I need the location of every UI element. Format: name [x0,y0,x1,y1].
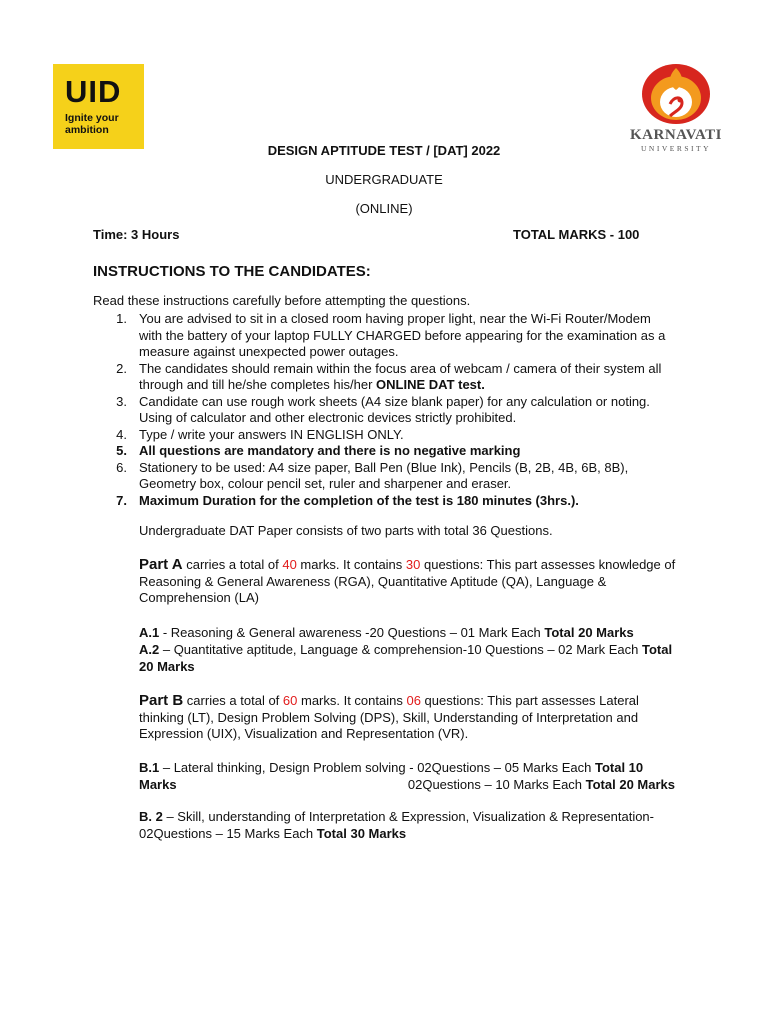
a1-total: Total 20 Marks [544,625,634,640]
uid-logo-tagline-1: Ignite your [65,112,119,124]
item-text: Maximum Duration for the completion of the test is 180 minutes (3hrs.). [139,492,579,508]
list-item [93,443,683,460]
item-number: 7. [116,492,127,508]
list-item [93,427,683,444]
paper-summary: Undergraduate DAT Paper consists of two parts with total 36 Questions. [139,523,553,538]
part-a2-line [139,642,679,675]
a1-text: - Reasoning & General awareness -20 Questions – 01 Mark Each [159,625,545,640]
exam-level: UNDERGRADUATE [325,172,443,187]
b1-text-2: 02Questions – 10 Marks Each [407,777,586,792]
item-number: 1. [116,311,127,326]
part-a-marks: 40 [282,557,297,572]
b2-code: B. 2 [139,809,163,824]
part-a-questions: 30 [405,557,421,572]
karnavati-sub: UNIVERSITY [641,144,711,153]
list-item [93,460,683,493]
item-number: 4. [116,426,127,442]
uid-logo-tagline-2: ambition [65,124,109,136]
item-number: 6. [116,459,127,475]
part-b-marks: 60 [282,693,298,708]
part-b2-line [139,809,679,842]
uid-logo-title: UID [65,74,122,109]
item-text-bold: ONLINE DAT test. [376,377,485,392]
part-b-questions: 06 [406,693,421,708]
item-text: All questions are mandatory and there is no negative marking [139,443,521,458]
karnavati-name: KARNAVATI [630,127,723,143]
a2-code: A.2 [139,642,160,657]
part-b-text-2: marks. It contains [297,693,407,708]
item-text: Candidate can use rough work sheets (A4 size blank paper) for any calculation or noting. Using of calculator and other electronic devices strictly prohibited. [139,393,650,425]
exam-title: DESIGN APTITUDE TEST / [DAT] 2022 [267,143,501,158]
part-a-text-3: questions: This part assesses knowledge of Reasoning & General Awareness (RGA), Quantitative Aptitude (QA), Language & Comprehension (LA) [139,557,676,605]
item-text: The candidates should remain within the focus area of webcam / camera of their system all through and till he/she completes his/her [139,360,662,392]
list-item [93,311,683,361]
part-b-text-1: carries a total of [183,693,283,708]
b1-total-1: Total 10 Marks [139,760,644,792]
a1-code: A.1 [139,625,160,640]
a2-text: – Quantitative aptitude, Language & comprehension-10 Questions – 02 Mark Each [159,642,642,657]
b2-total: Total 30 Marks [316,825,407,841]
instructions-list [93,311,683,509]
b1-text: – Lateral thinking, Design Problem solving - 02Questions – 05 Marks Each [159,760,595,775]
part-a-text-1: carries a total of [182,557,283,572]
a2-total: Total 20 Marks [139,642,673,674]
item-text: Type / write your answers IN ENGLISH ONLY. [139,426,404,442]
instructions-intro: Read these instructions carefully before attempting the questions. [93,293,471,308]
part-b-label: Part B [139,692,184,709]
part-a1-line [139,625,679,642]
b2-text: – Skill, understanding of Interpretation & Expression, Visualization & Representation-02Questions – 15 Marks Each [139,809,654,841]
item-text: You are advised to sit in a closed room having proper light, near the Wi-Fi Router/Modem with the battery of your laptop FULLY CHARGED before appearing for the examination as a measure against unexpected power outages. [139,311,666,359]
exam-mode: (ONLINE) [355,201,413,216]
exam-time: Time: 3 Hours [93,227,180,242]
part-b-text-3: questions: This part assesses Lateral thinking (LT), Design Problem Solving (DPS), Skill, Understanding of Interpretation and Expression (UIX), Visualization and Representation (VR). [139,693,639,741]
b1-code: B.1 [139,760,160,775]
item-number: 5. [116,443,127,458]
part-a-text-2: marks. It contains [296,557,406,572]
list-item [93,361,683,394]
part-b-description [139,693,679,743]
item-number: 3. [116,393,127,409]
list-item [93,394,683,427]
exam-total-marks: TOTAL MARKS - 100 [513,227,640,242]
instructions-heading: INSTRUCTIONS TO THE CANDIDATES: [93,263,371,280]
part-a-description [139,557,679,607]
list-item [93,493,683,510]
uid-logo [53,64,144,149]
item-text: Stationery to be used: A4 size paper, Ball Pen (Blue Ink), Pencils (B, 2B, 4B, 6B, 8B), Geometry box, colour pencil set, ruler and sharpener and eraser. [139,459,629,491]
part-a-label: Part A [139,556,183,573]
b1-total-2: Total 20 Marks [585,777,675,792]
item-number: 2. [116,360,127,376]
part-b1-line-2 [139,777,675,794]
